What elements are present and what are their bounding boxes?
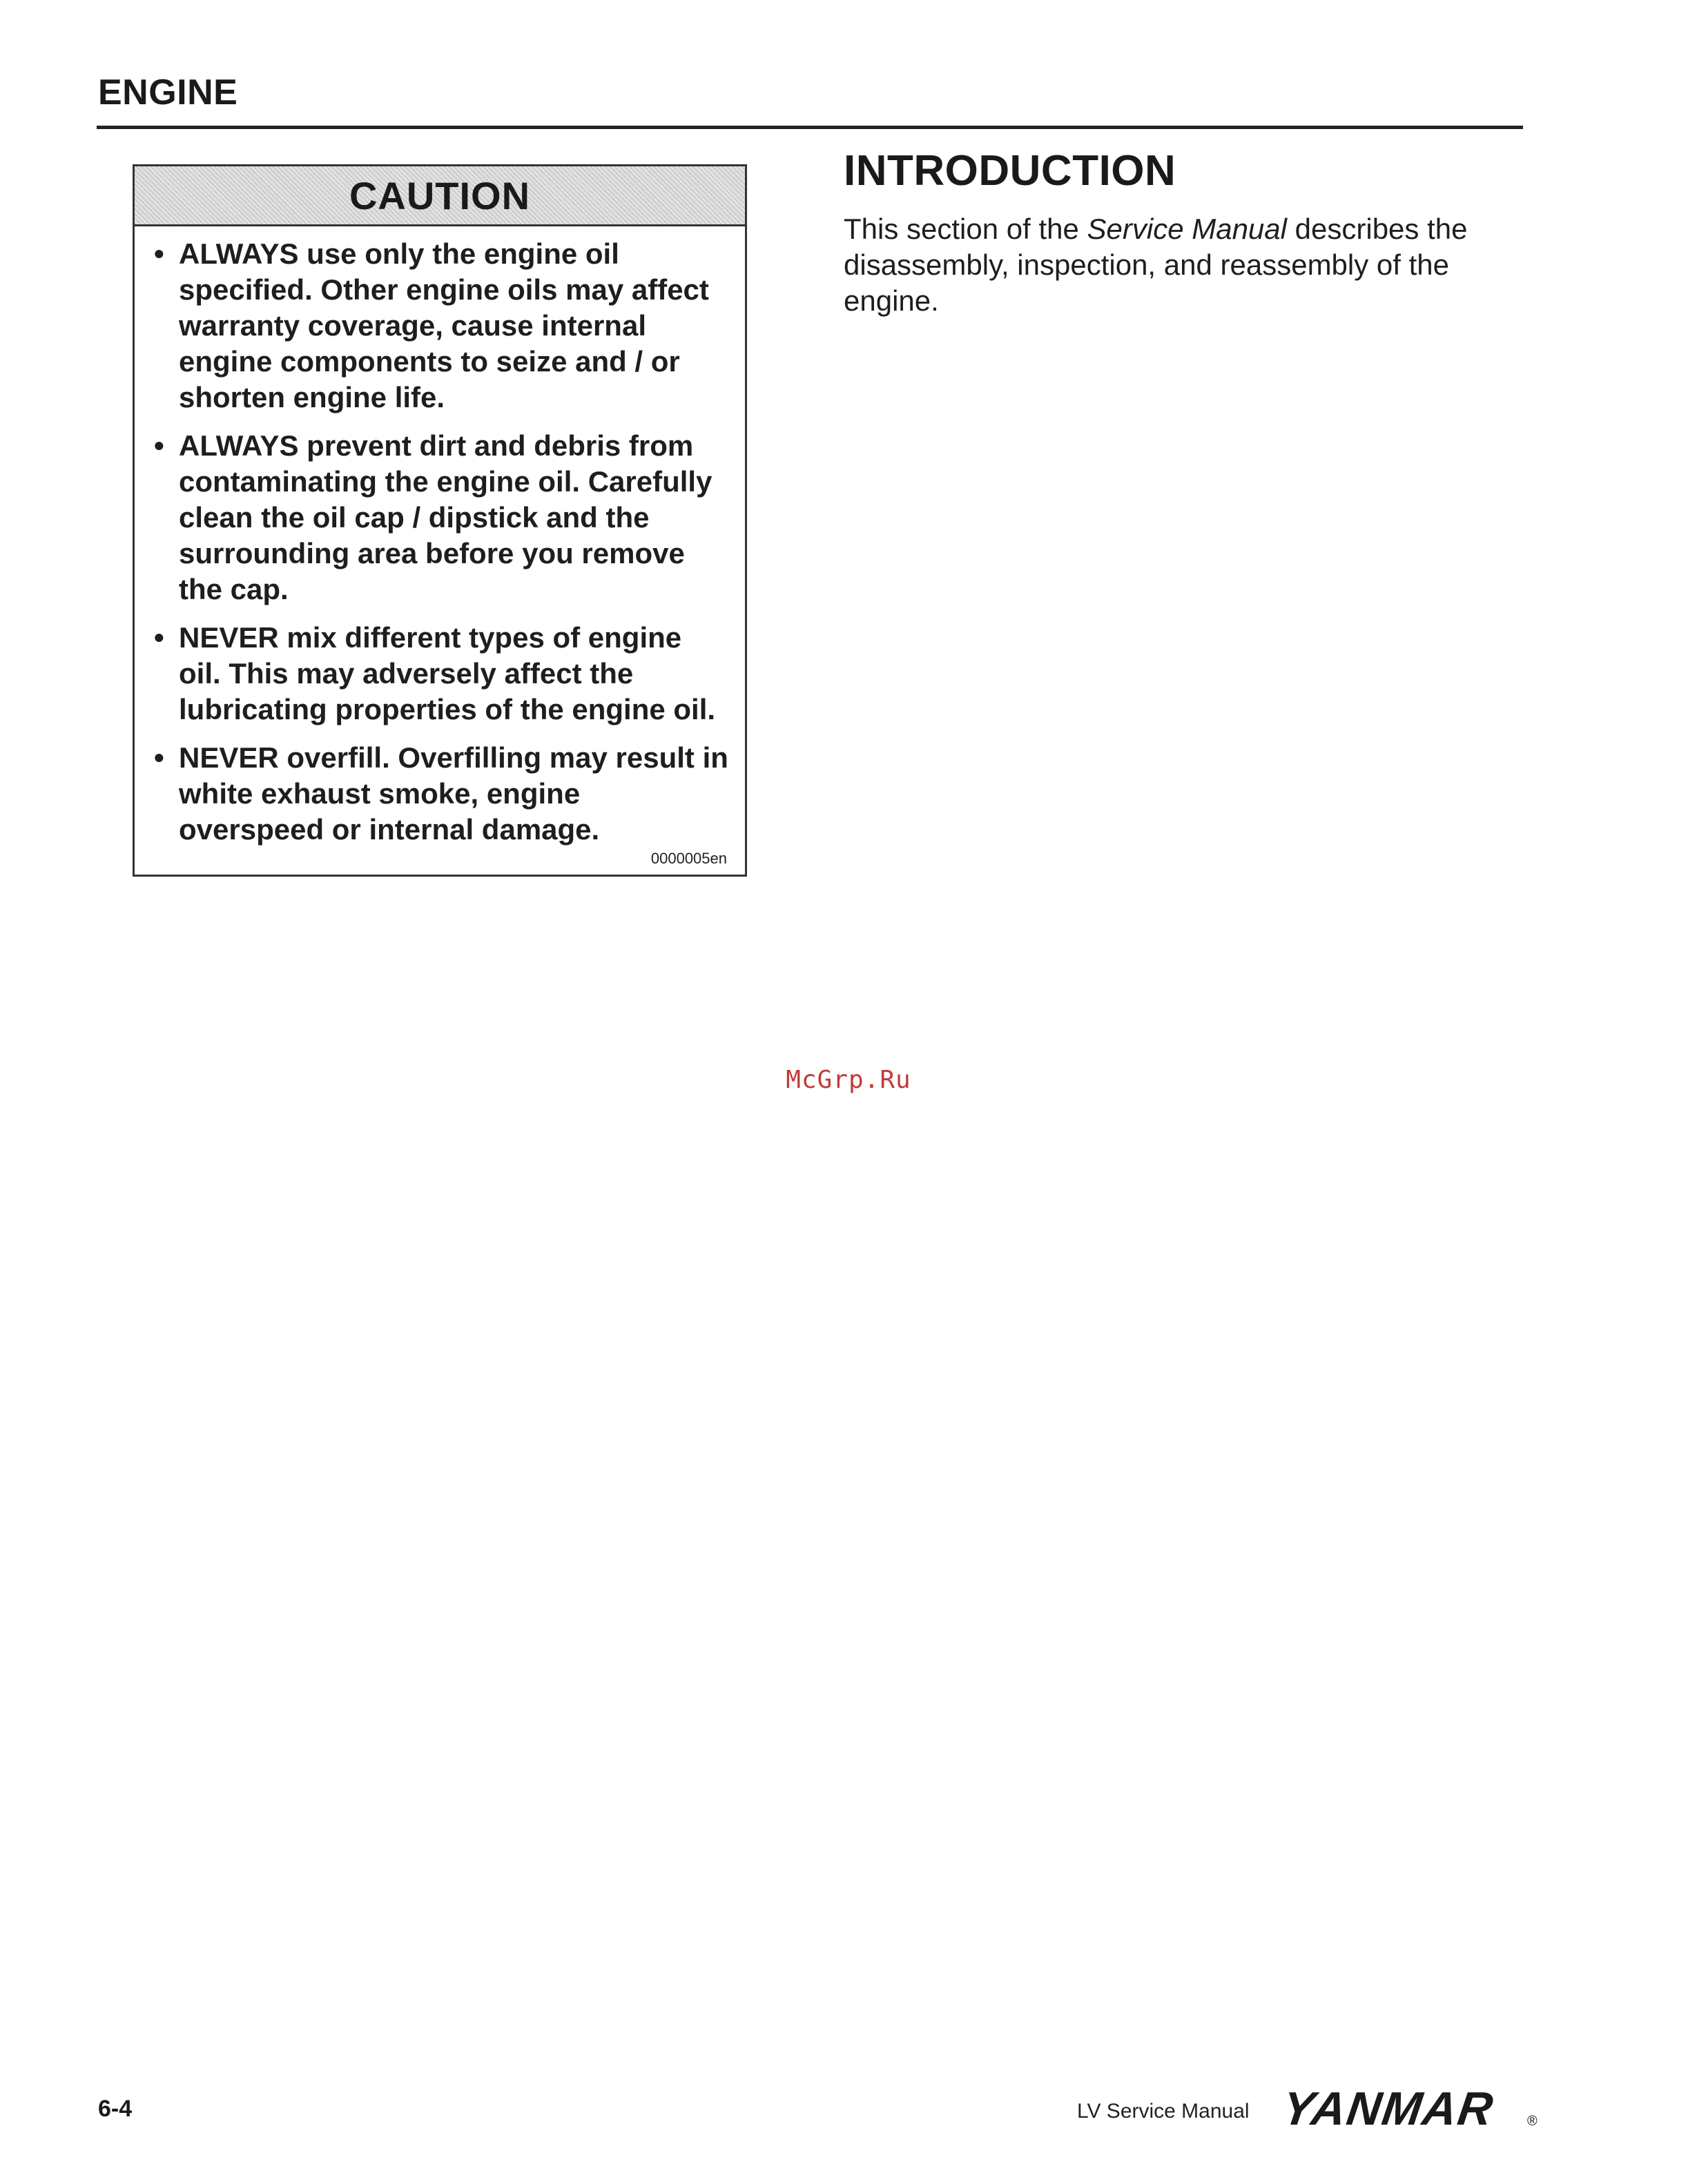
- caution-item-text: ALWAYS use only the engine oil specified. Other engine oils may affect warranty coverage, cause internal engine components to seize and / or shorten engine life.: [179, 237, 709, 413]
- introduction-text: [844, 211, 1506, 319]
- caution-item: [154, 740, 731, 848]
- page-section-title: ENGINE: [98, 72, 238, 113]
- caution-item-text: NEVER mix different types of engine oil. This may adversely affect the lubricating properties of the engine oil.: [179, 621, 716, 725]
- caution-item: [154, 236, 731, 416]
- watermark-link[interactable]: McGrp.Ru: [786, 1066, 911, 1094]
- caution-item-text: NEVER overfill. Overfilling may result in white exhaust smoke, engine overspeed or internal damage.: [179, 741, 728, 846]
- brand-logo: YANMAR: [1279, 2083, 1497, 2135]
- bullet-icon: •: [154, 621, 164, 654]
- caution-item: [154, 620, 731, 728]
- introduction-heading: INTRODUCTION: [844, 147, 1176, 195]
- intro-text-start: This section of the: [844, 213, 1087, 245]
- intro-text-end: describes the disassembly, inspection, and reassembly of the engine.: [844, 213, 1468, 317]
- caution-item-text: ALWAYS prevent dirt and debris from contaminating the engine oil. Carefully clean the oil cap / dipstick and the surrounding area before you remove the cap.: [179, 429, 712, 605]
- caution-box: [133, 164, 747, 877]
- bullet-icon: •: [154, 741, 164, 774]
- page-number: 6-4: [98, 2096, 133, 2122]
- intro-text-emphasis: Service Manual: [1087, 213, 1287, 245]
- bullet-icon: •: [154, 429, 164, 462]
- caution-item: [154, 428, 731, 607]
- footer-manual-name: LV Service Manual: [1077, 2100, 1250, 2123]
- bullet-icon: •: [154, 237, 164, 270]
- header-divider: [97, 126, 1523, 129]
- caution-title: CAUTION: [349, 173, 531, 217]
- caution-code: 0000005en: [650, 850, 727, 867]
- registered-mark: ®: [1527, 2114, 1538, 2129]
- caution-banner: [135, 166, 745, 226]
- caution-list: [135, 226, 745, 848]
